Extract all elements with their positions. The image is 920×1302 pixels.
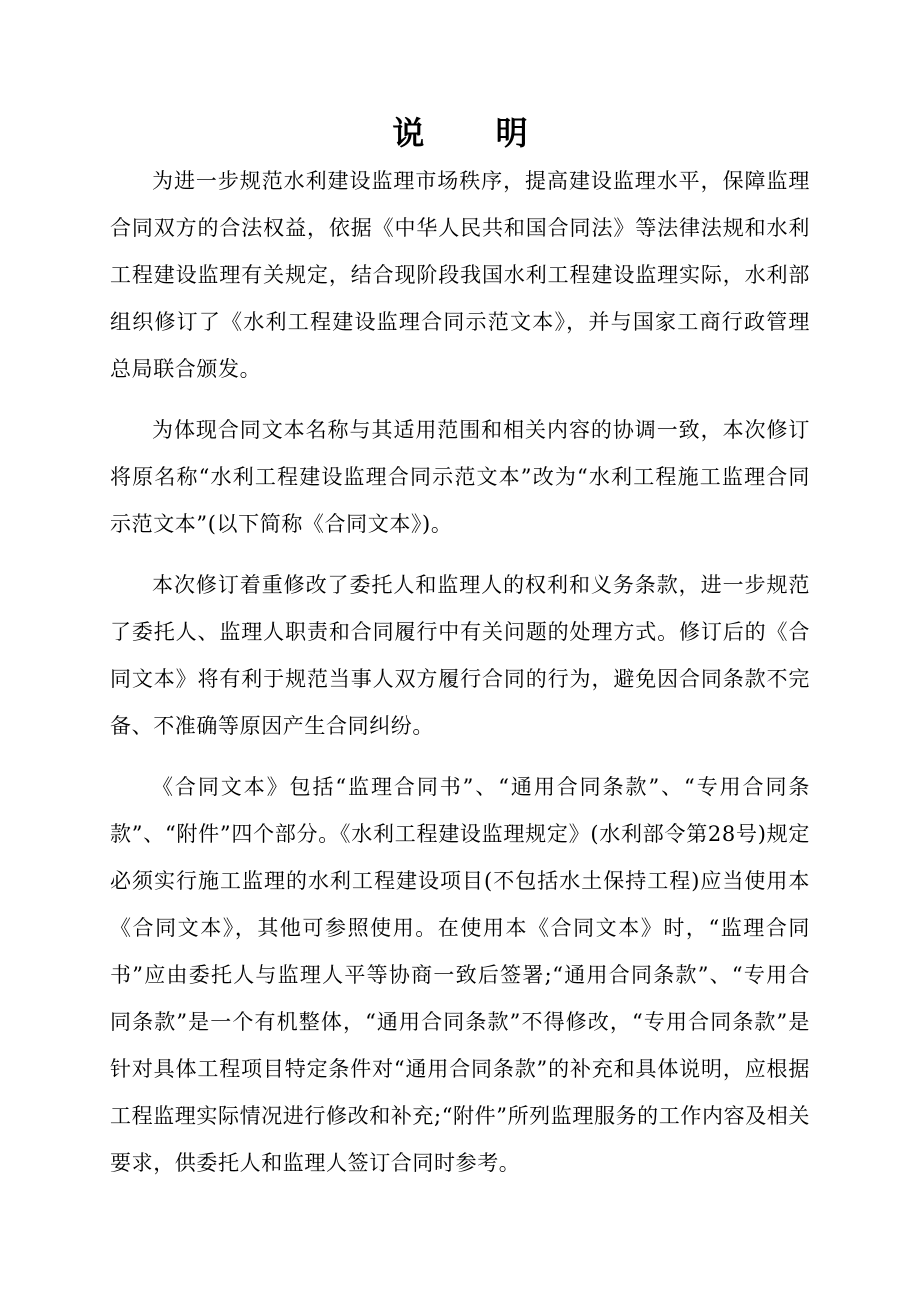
paragraph-structure-usage: 《合同文本》包括“监理合同书”、“通用合同条款”、“专用合同条款”、“附件”四个部分。《水利工程建设监理规定》(水利部令第28号)规定必须实行施工监理的水利工程建设项目(不包括水土保持工程)应当使用本《合同文本》，其他可参照使用。在使用本《合同文本》时，“监理合同书”应由委托人与监理人平等协商一致后签署;“通用合同条款”、“专用合同条款”是一个有机整体，“通用合同条款”不得修改，“专用合同条款”是针对具体工程项目特定条件对“通用合同条款”的补充和具体说明，应根据工程监理实际情况进行修改和补充;“附件”所列监理服务的工作内容及相关要求，供委托人和监理人签订合同时参考。 bbox=[110, 775, 810, 1175]
paragraph-renaming: 为体现合同文本名称与其适用范围和相关内容的协调一致，本次修订将原名称“水利工程建设监理合同示范文本”改为“水利工程施工监理合同示范文本”(以下简称《合同文本》)。 bbox=[110, 418, 810, 536]
paragraph-purpose: 为进一步规范水利建设监理市场秩序，提高建设监理水平，保障监理合同双方的合法权益，依据《中华人民共和国合同法》等法律法规和水利工程建设监理有关规定，结合现阶段我国水利工程建设监理实际，水利部组织修订了《水利工程建设监理合同示范文本》，并与国家工商行政管理总局联合颁发。 bbox=[110, 169, 810, 381]
document-title: 说 明 bbox=[392, 114, 558, 152]
paragraph-revision-focus: 本次修订着重修改了委托人和监理人的权利和义务条款，进一步规范了委托人、监理人职责和合同履行中有关问题的处理方式。修订后的《合同文本》将有利于规范当事人双方履行合同的行为，避免因合同条款不完备、不准确等原因产生合同纠纷。 bbox=[110, 573, 810, 738]
document-page bbox=[110, 108, 810, 1201]
